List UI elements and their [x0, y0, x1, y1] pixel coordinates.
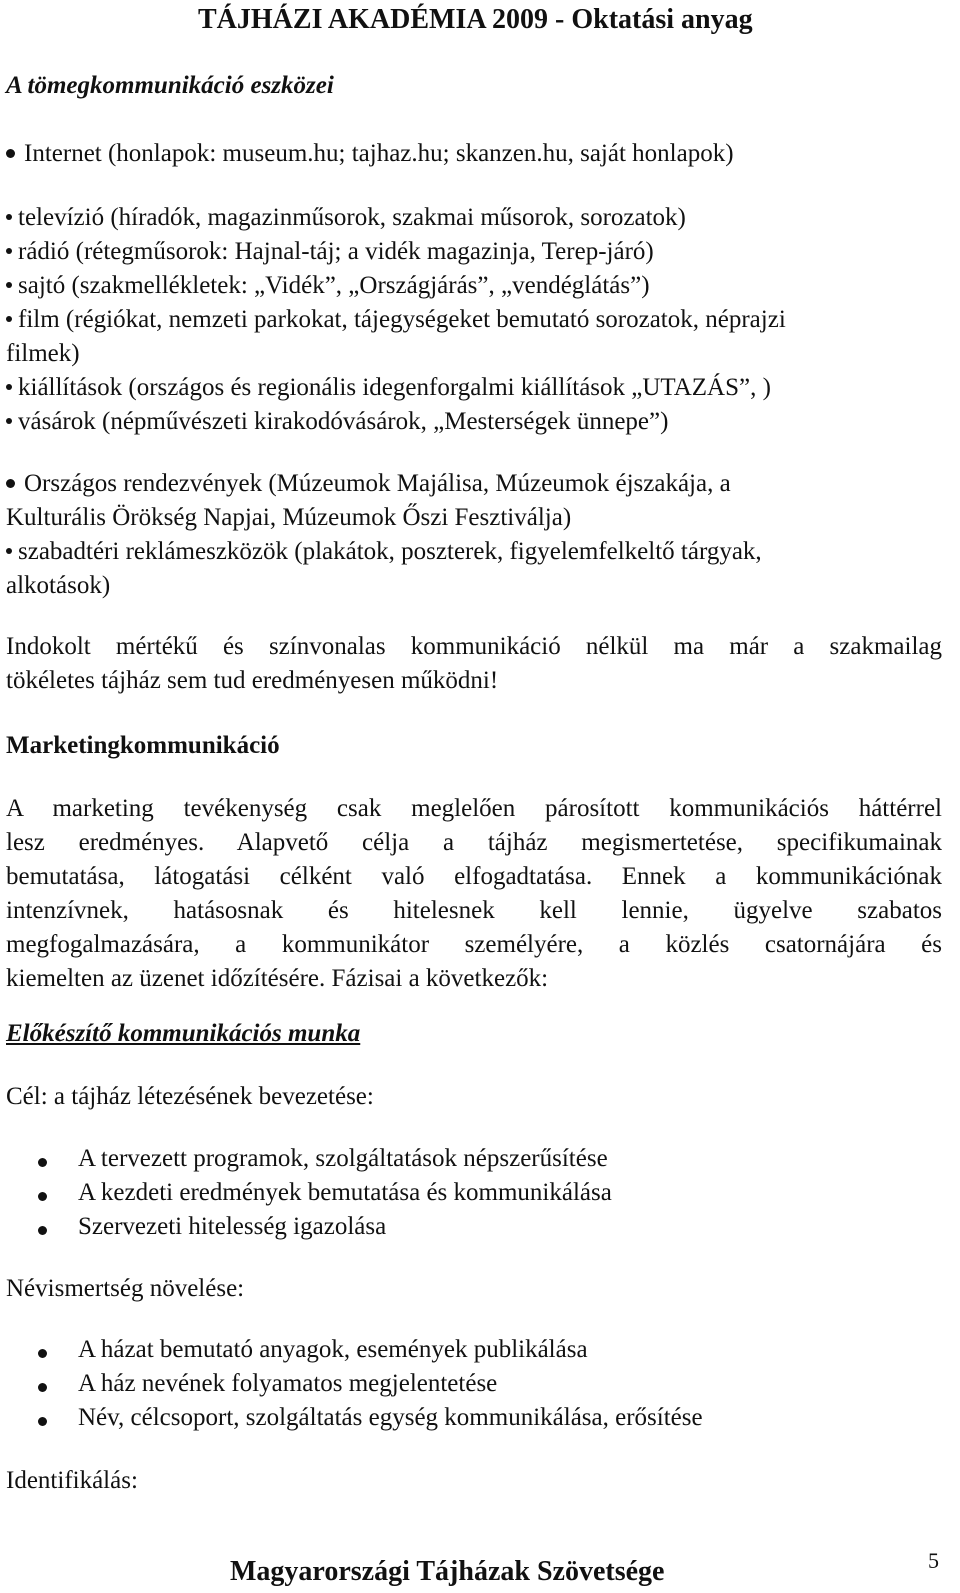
- list-item-text: Országos rendezvények (Múzeumok Majálisa, Múzeumok éjszakája, a: [24, 470, 731, 497]
- prep-heading: Előkészítő kommunikációs munka: [6, 1020, 361, 1047]
- paragraph-line: megfogalmazására, a kommunikátor személyére, a közlés csatornájára és: [6, 931, 942, 958]
- bullet-icon: [6, 384, 12, 390]
- list-item: [6, 538, 762, 566]
- list-item-text: sajtó (szakmellékletek: „Vidék”, „Országjárás”, „vendéglátás”): [18, 272, 650, 299]
- list-item-events: [6, 470, 731, 498]
- paragraph-line: A marketing tevékenység csak meglelően párosított kommunikációs háttérrel: [6, 795, 942, 822]
- paragraph-line: bemutatása, látogatási célként való elfogadtatása. Ennek a kommunikációnak: [6, 863, 942, 890]
- list-item-text: Név, célcsoport, szolgáltatás egység kommunikálása, erősítése: [78, 1404, 703, 1431]
- list-item-text: A házat bemutató anyagok, események publikálása: [78, 1336, 588, 1363]
- list-item: [6, 306, 786, 334]
- list-item-continuation: filmek): [6, 340, 80, 367]
- list-item-text: Internet (honlapok: museum.hu; tajhaz.hu; skanzen.hu, saját honlapok): [24, 140, 734, 167]
- bullet-icon: [6, 149, 15, 158]
- page-header-title: TÁJHÁZI AKADÉMIA 2009 - Oktatási anyag: [198, 4, 753, 35]
- list-item: [6, 408, 668, 436]
- bullet-icon: [6, 316, 12, 322]
- bullet-icon: [6, 282, 12, 288]
- list-item-text: kiállítások (országos és regionális idegenforgalmi kiállítások „UTAZÁS”, ): [18, 374, 771, 401]
- bullet-icon: [38, 1158, 47, 1167]
- bullet-icon: [6, 479, 15, 488]
- paragraph-line: lesz eredményes. Alapvető célja a tájház megismertetése, specifikumainak: [6, 829, 942, 856]
- bullet-icon: [38, 1383, 47, 1392]
- list-item-text: A ház nevének folyamatos megjelentetése: [78, 1370, 498, 1397]
- list-item: [6, 272, 650, 300]
- paragraph-line: Indokolt mértékű és színvonalas kommunikáció nélkül ma már a szakmailag: [6, 633, 942, 660]
- goal-label: Cél: a tájház létezésének bevezetése:: [6, 1083, 374, 1110]
- bullet-icon: [38, 1226, 47, 1235]
- list-item: [6, 374, 771, 402]
- paragraph-line: kiemelten az üzenet időzítésére. Fázisai a következők:: [6, 965, 549, 992]
- list-item-text: film (régiókat, nemzeti parkokat, tájegységeket bemutató sorozatok, néprajzi: [18, 306, 786, 333]
- list-item-text: szabadtéri reklámeszközök (plakátok, poszterek, figyelemfelkeltő tárgyak,: [18, 538, 762, 565]
- marketing-paragraph: [6, 792, 942, 996]
- list-item-text: vásárok (népművészeti kirakodóvásárok, „Mesterségek ünnepe”): [18, 408, 669, 435]
- bullet-icon: [38, 1349, 47, 1358]
- list-item-internet: [6, 140, 734, 168]
- page-number: 5: [928, 1548, 939, 1573]
- list-item-text: A tervezett programok, szolgáltatások népszerűsítése: [78, 1145, 608, 1172]
- list-item: [6, 238, 654, 266]
- statement-paragraph: [6, 630, 942, 698]
- list-item-text: televízió (híradók, magazinműsorok, szakmai műsorok, sorozatok): [18, 204, 686, 231]
- bullet-icon: [6, 548, 12, 554]
- marketing-heading: Marketingkommunikáció: [6, 732, 280, 759]
- bullet-icon: [6, 418, 12, 424]
- bullet-icon: [38, 1192, 47, 1201]
- list-item-text: rádió (rétegműsorok: Hajnal-táj; a vidék magazinja, Terep-járó): [18, 238, 654, 265]
- list-item: [6, 204, 686, 232]
- list-item-continuation: alkotások): [6, 572, 111, 599]
- list-item-text: Szervezeti hitelesség igazolása: [78, 1213, 387, 1240]
- list-item-text: A kezdeti eredmények bemutatása és kommunikálása: [78, 1179, 612, 1206]
- identification-label: Identifikálás:: [6, 1467, 138, 1494]
- section-title-mass-media: A tömegkommunikáció eszközei: [6, 72, 334, 99]
- bullet-icon: [6, 248, 12, 254]
- awareness-label: Névismertség növelése:: [6, 1275, 245, 1302]
- list-item-continuation: Kulturális Örökség Napjai, Múzeumok Őszi Fesztiválja): [6, 504, 572, 531]
- bullet-icon: [38, 1417, 47, 1426]
- paragraph-line: intenzívnek, hatásosnak és hitelesnek kell lennie, ügyelve szabatos: [6, 897, 942, 924]
- paragraph-line: tökéletes tájház sem tud eredményesen működni!: [6, 667, 499, 694]
- footer-organization: Magyarországi Tájházak Szövetsége: [230, 1556, 665, 1587]
- bullet-icon: [6, 214, 12, 220]
